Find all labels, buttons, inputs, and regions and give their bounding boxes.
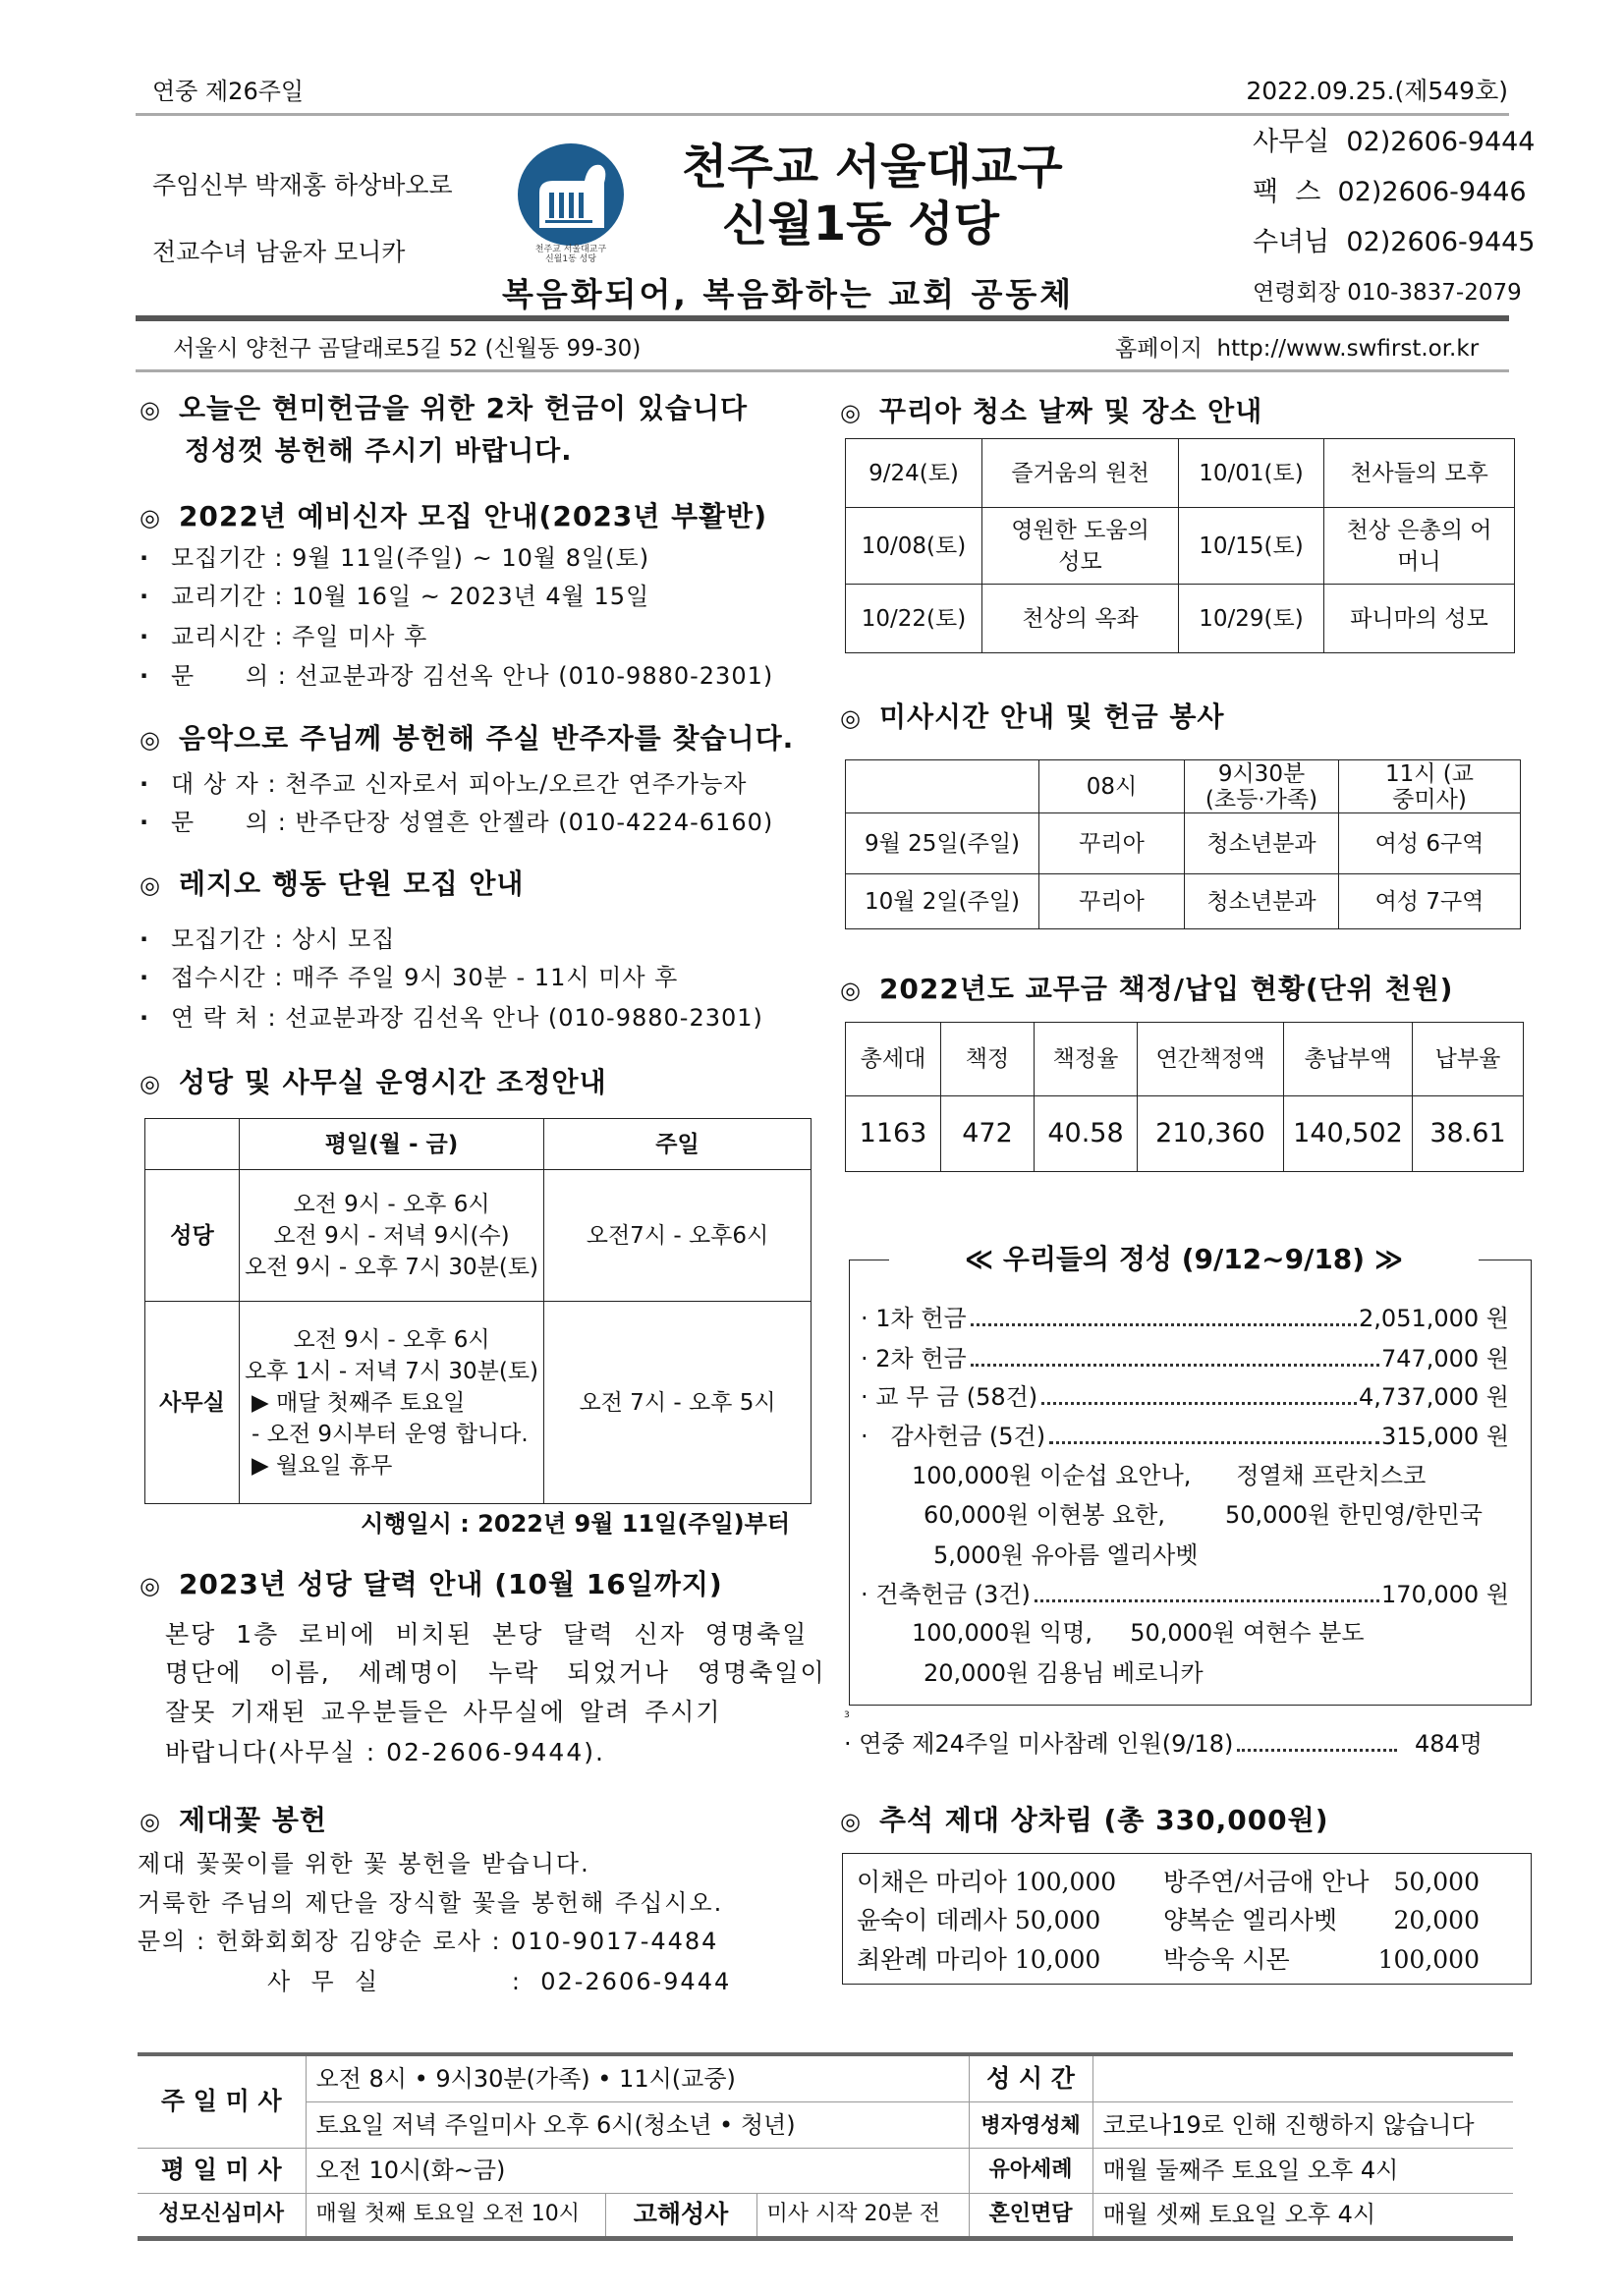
table-row [846,760,1521,813]
text: 이채은 마리아 [857,1868,1007,1896]
table-cell: 혼인면담 [969,2193,1092,2238]
text: 02)2606-9446 [1337,177,1527,207]
mass-service-table [845,759,1521,929]
parish-title-line2: 신월1동 성당 [722,196,999,252]
text: 오전 9시 - 오후 6시 [293,1326,490,1353]
parish-title-line1: 천주교 서울대교구 [682,140,1063,195]
flowers-title: ◎ 제대꽃 봉헌 [140,1803,327,1839]
contact-funeral [1253,276,1522,309]
text: 윤숙이 데레사 [857,1906,1007,1934]
contact-sister [1253,226,1535,259]
text: 2차 헌금 [875,1345,967,1372]
table-cell: 오전 7시 - 오후 5시 [544,1302,812,1504]
calendar-text: 바랍니다(사무실 : 02-2606-9444). [165,1738,605,1766]
schedule-table [138,2052,1513,2241]
calendar-text: 본당 1층 로비에 비치된 본당 달력 신자 영명축일 [165,1620,809,1649]
table-cell: 38.61 [1413,1096,1524,1172]
footnote: 3 [844,1710,850,1720]
text: 오전 9시 - 오후 6시 [293,1191,490,1217]
dues-table [845,1022,1524,1172]
table-cell: 천상의 옥좌 [982,585,1179,653]
hours-table [144,1118,812,1504]
table-cell: 책정 [941,1023,1035,1096]
table-cell: 즐거움의 원천 [982,439,1179,508]
table-row [138,2193,1513,2238]
table-cell: 총세대 [846,1023,941,1096]
notice-second-collection: ◎ 오늘은 현미헌금을 위한 2차 헌금이 있습니다 [140,391,748,427]
text: 484명 [1415,1730,1483,1758]
divider [136,369,1509,372]
table-cell: 1163 [846,1096,941,1172]
table-cell: 08시 [1039,760,1185,813]
table-cell: 9월 25일(주일) [846,813,1039,874]
table-cell: 여성 7구역 [1339,874,1521,929]
table-cell: 고해성사 [605,2193,756,2238]
text: 팩 스 [1253,177,1321,207]
offering-row: · 1차 헌금 2,051,000 원 [861,1302,1509,1335]
table-cell: 매월 셋째 토요일 오후 4시 [1092,2193,1513,2238]
table-cell: 10/22(토) [846,585,982,653]
text: 20,000 [1393,1906,1480,1934]
chuseok-title: ◎ 추석 제대 상차림 (총 330,000원) [840,1803,1329,1839]
table-cell: 9시30분 (초등·가족) [1185,760,1339,813]
table-cell [846,760,1039,813]
table-cell: 오전7시 - 오후6시 [544,1170,812,1302]
table-row [846,1096,1524,1172]
homepage-link[interactable]: http://www.swfirst.or.kr [1216,336,1480,362]
table-cell: 평 일 미 사 [138,2148,306,2193]
svg-text:신월1동 성당: 신월1동 성당 [544,254,597,263]
table-row [145,1302,812,1504]
header-divider [136,315,1509,321]
liturgical-week: 연중 제26주일 [152,78,305,105]
svg-text:천주교 서울대교구: 천주교 서울대교구 [534,245,607,254]
table-row [145,1119,812,1170]
table-cell: 병자영성체 [969,2101,1092,2148]
accompanist-title: ◎ 음악으로 주님께 봉헌해 주실 반주자를 찾습니다. [140,721,794,757]
dues-title: ◎ 2022년도 교무금 책정/납입 현황(단위 천원) [840,972,1453,1008]
thanks-detail: 100,000원 이순섭 요안나, 정열채 프란치스코 [912,1462,1427,1489]
text: 1차 헌금 [875,1305,967,1332]
offering-row: · 건축헌금 (3건) 170,000 원 [861,1578,1509,1611]
cleaning-title: ◎ 꾸리아 청소 날짜 및 장소 안내 [840,394,1262,430]
text: 감사헌금 (5건) [890,1423,1046,1450]
table-cell: 10월 2일(주일) [846,874,1039,929]
text: 02)2606-9444 [1346,127,1536,157]
text: 양복순 엘리사벳 [1163,1906,1337,1934]
text: 연중 제24주일 미사참례 인원(9/18) [859,1730,1234,1758]
table-cell: 꾸리아 [1039,874,1185,929]
table-cell: 매월 첫째 토요일 오전 10시 [306,2193,605,2238]
text: 315,000 원 [1380,1423,1509,1450]
flowers-text: 거룩한 주님의 제단을 장식할 꽃을 봉헌해 주십시오. [138,1889,724,1917]
parish-logo-icon [510,141,632,263]
list-item: · 문 의 : 선교분과장 김선옥 안나 (010-9880-2301) [140,659,773,693]
text: 건축헌금 (3건) [875,1581,1031,1608]
calendar-text: 잘못 기재된 교우분들은 사무실에 알려 주시기 [165,1698,722,1726]
list-item: · 모집기간 : 9월 11일(주일) ~ 10월 8일(토) [140,541,649,575]
table-cell: 10/01(토) [1179,439,1324,508]
table-cell: 꾸리아 [1039,813,1185,874]
table-cell: 성모신심미사 [138,2193,306,2238]
mass-service-title: ◎ 미사시간 안내 및 헌금 봉사 [840,700,1224,736]
text: 02)2606-9445 [1346,227,1536,257]
text: 2,051,000 원 [1359,1305,1509,1332]
text: 010-3837-2079 [1347,280,1522,306]
list-item: · 대 상 자 : 천주교 신자로서 피아노/오르간 연주가능자 [140,767,747,801]
effective-date: 시행일시 : 2022년 9월 11일(주일)부터 [361,1510,790,1538]
attendance-row: · 연중 제24주일 미사참례 인원(9/18) 484명 [844,1727,1483,1761]
table-row [138,2101,1513,2148]
table-cell: 천사들의 모후 [1324,439,1515,508]
table-cell: 10/08(토) [846,508,982,585]
text: - 오전 9시부터 운영 합니다. [252,1421,529,1447]
table-cell: 토요일 저녁 주일미사 오후 6시(청소년 • 청년) [306,2101,969,2148]
text: 최완례 마리아 [857,1945,1007,1974]
table-cell: 납부율 [1413,1023,1524,1096]
table-cell: 140,502 [1284,1096,1413,1172]
text: 오전 9시 - 저녁 9시(수) [273,1222,510,1249]
table-cell: 9/24(토) [846,439,982,508]
table-cell: 평일(월 - 금) [240,1119,544,1170]
table-cell [145,1119,240,1170]
table-cell: 주 일 미 사 [138,2054,306,2148]
table-row [846,508,1515,585]
table-cell: 40.58 [1035,1096,1138,1172]
calendar-text: 명단에 이름, 세례명이 누락 되었거나 영명축일이 [165,1658,826,1687]
offering-row: · 교 무 금 (58건) 4,737,000 원 [861,1380,1509,1414]
table-cell: 영원한 도움의 성모 [982,508,1179,585]
contact-fax [1253,176,1527,209]
table-cell: 미사 시작 20분 전 [756,2193,969,2238]
building-detail: 100,000원 익명, 50,000원 여현수 분도 [912,1619,1365,1647]
pastor: 주임신부 박재홍 하상바오로 [152,171,453,199]
list-item: · 교리기간 : 10월 16일 ~ 2023년 4월 15일 [140,580,649,613]
text: 방주연/서금애 안나 [1163,1868,1370,1896]
chuseok-box [842,1853,1532,1985]
text: ▶ 매달 첫째주 토요일 [252,1389,466,1416]
table-cell: 파니마의 성모 [1324,585,1515,653]
text: ▶ 월요일 휴무 [252,1452,393,1479]
text: 10,000 [1014,1945,1101,1974]
list-item: · 접수시간 : 매주 주일 9시 30분 - 11시 미사 후 [140,961,678,994]
table-cell: 성 시 간 [969,2054,1092,2101]
list-item: · 연 락 처 : 선교분과장 김선옥 안나 (010-9880-2301) [140,1001,763,1035]
text: 50,000 [1393,1868,1480,1896]
text: 홈페이지 [1115,336,1203,362]
sister: 전교수녀 남윤자 모니카 [152,238,406,266]
table-cell: 청소년분과 [1185,813,1339,874]
offering-row: · 감사헌금 (5건) 315,000 원 [861,1420,1509,1453]
flowers-text: 문의 : 헌화회회장 김양순 로사 : 010-9017-4484 [138,1928,719,1955]
issue-date: 2022.09.25.(제549호) [1246,77,1508,105]
table-cell: 오전 10시(화~금) [306,2148,969,2193]
table-cell: 10/15(토) [1179,508,1324,585]
flowers-text: 제대 꽃꽂이를 위한 꽃 봉헌을 받습니다. [138,1850,590,1877]
table-cell: 여성 6구역 [1339,813,1521,874]
text: 100,000 [1014,1868,1117,1896]
table-cell: 연간책정액 [1138,1023,1284,1096]
contact-office [1253,126,1535,159]
table-cell: 청소년분과 [1185,874,1339,929]
divider [136,113,1509,116]
list-item: · 문 의 : 반주단장 성열흔 안젤라 (010-4224-6160) [140,806,773,839]
table-row [138,2054,1513,2101]
text: 170,000 원 [1380,1581,1509,1608]
offerings-title: ≪ 우리들의 정성 (9/12~9/18) ≫ [889,1242,1479,1277]
table-cell: 210,360 [1138,1096,1284,1172]
text: 수녀님 [1253,227,1330,257]
table-cell: 책정율 [1035,1023,1138,1096]
offering-row: · 2차 헌금 747,000 원 [861,1342,1509,1375]
legio-title: ◎ 레지오 행동 단원 모집 안내 [140,867,524,903]
table-cell: 10/29(토) [1179,585,1324,653]
table-cell: 유아세례 [969,2148,1092,2193]
table-cell [1092,2054,1513,2101]
slogan: 복음화되어, 복음화하는 교회 공동체 [502,275,1075,313]
thanks-detail: 60,000원 이현봉 요한, 50,000원 한민영/한민국 [924,1501,1483,1529]
text: 100,000 [1377,1945,1480,1974]
table-cell: 11시 (교중미사) [1339,760,1521,813]
catechumen-title: ◎ 2022년 예비신자 모집 안내(2023년 부활반) [140,499,767,535]
address: 서울시 양천구 곰달래로5길 52 (신월동 99-30) [173,336,642,362]
table-cell: 주일 [544,1119,812,1170]
text: 연령회장 [1253,280,1340,306]
table-row [138,2148,1513,2193]
table-row [846,874,1521,929]
table-cell: 472 [941,1096,1035,1172]
table-cell: 코로나19로 인해 진행하지 않습니다 [1092,2101,1513,2148]
table-cell: 천상 은총의 어머니 [1324,508,1515,585]
table-row [145,1170,812,1302]
list-item: · 모집기간 : 상시 모집 [140,923,395,956]
list-item: · 교리시간 : 주일 미사 후 [140,620,427,653]
thanks-detail: 5,000원 유아름 엘리사벳 [933,1541,1199,1569]
table-cell: 총납부액 [1284,1023,1413,1096]
table-cell: 성당 [145,1170,240,1302]
text: 오후 1시 - 저녁 7시 30분(토) [244,1358,539,1384]
text: 박승욱 시몬 [1163,1945,1290,1974]
notice-second-collection-line2: 정성껏 봉헌해 주시기 바랍니다. [185,436,573,467]
building-detail: 20,000원 김용님 베로니카 [924,1659,1204,1687]
table-row [846,585,1515,653]
table-cell: 사무실 [145,1302,240,1504]
text: 교 무 금 (58건) [875,1383,1038,1411]
table-cell: 오전 8시 • 9시30분(가족) • 11시(교중) [306,2054,969,2101]
text: 50,000 [1014,1906,1101,1934]
text: 747,000 원 [1380,1345,1509,1372]
table-row [846,813,1521,874]
hours-title: ◎ 성당 및 사무실 운영시간 조정안내 [140,1065,607,1101]
text: 사무실 [1253,127,1330,157]
calendar-title: ◎ 2023년 성당 달력 안내 (10월 16일까지) [140,1567,723,1603]
table-cell: 매월 둘째주 토요일 오후 4시 [1092,2148,1513,2193]
flowers-text: 사 무 실 : 02-2606-9444 [267,1968,732,1995]
text: 4,737,000 원 [1359,1383,1509,1411]
cleaning-table [845,438,1515,653]
text: 오전 9시 - 오후 7시 30분(토) [244,1254,539,1280]
table-row [846,439,1515,508]
homepage [1115,332,1479,365]
parish-logo [510,141,632,263]
table-row [846,1023,1524,1096]
